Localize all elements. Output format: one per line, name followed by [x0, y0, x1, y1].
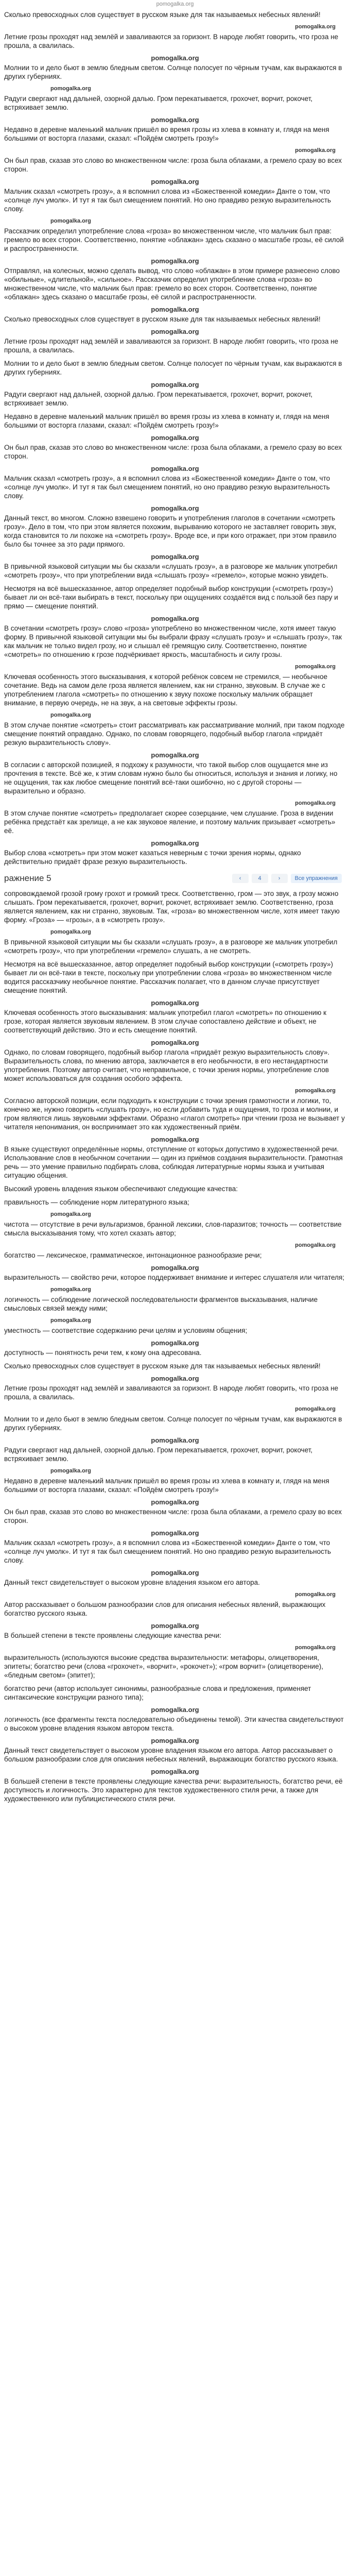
paragraph: чистота — отсутствие в речи вульгаризмов, бранной лексики, слов-паразитов; точность — соответствие смысла высказывания тому, что хотел сказать автор; [4, 1221, 342, 1237]
watermark: pomogalka.org [151, 1706, 199, 1714]
paragraph: Данный текст, во многом. Сложно взвешено говорить и употребления глаголов в сочетании «смотреть грозу». Дело в том, что при этом является похожим, вырыванию которого не заставляет говорить звук, когда становится то ли похоже на «смотреть грозу». Вроде все, и при кого отражает, при этом правило было бы точнее за это ради прямого. [4, 514, 337, 548]
paragraph: выразительность — свойство речи, которое поддерживает внимание и интерес слушателя или читателя; [4, 1274, 345, 1281]
watermark: pomogalka.org [151, 553, 199, 561]
watermark: pomogalka.org [151, 1136, 199, 1143]
paragraph: Выбор слова «смотреть» при этом может казаться неверным с точки зрения нормы, однако действительно придаёт фразе резкую выразительность. [4, 849, 301, 866]
paragraph: Отправлял, на колесных, можно сделать вывод, что слово «облажан» в этом примере разнесено слово «обильные», «длительной», «сильное». Рассказчик определил употребление слова «гроза» во множественном числе, что мальчик был прав: гремело во всех сторон. Соответственно, понятие «облажан» здесь сказано о масштабе грозы, её силой и распространенности. [4, 267, 340, 301]
watermark: pomogalka.org [295, 1645, 336, 1651]
watermark: pomogalka.org [151, 1375, 199, 1382]
paragraph: В привычной языковой ситуации мы бы сказали «слушать грозу», а в разговоре же мальчик употребил «смотреть грозу», что при употреблении «гремело» слушать, а не смотреть. [4, 938, 338, 955]
watermark: pomogalka.org [50, 1286, 91, 1293]
watermark: pomogalka.org [151, 1039, 199, 1046]
paragraph: Летние грозы проходят над землёй и заваливаются за горизонт. В народе любят говорить, что гроза не прошла, а свалилась. [4, 1384, 339, 1401]
all-exercises-link[interactable]: Все упражнения [291, 874, 342, 883]
watermark: pomogalka.org [151, 1339, 199, 1347]
watermark: pomogalka.org [151, 999, 199, 1007]
watermark: pomogalka.org [295, 1242, 336, 1248]
exercise-header [0, 871, 346, 886]
paragraph: Мальчик сказал «смотреть грозу», а я вспомнил слова из «Божественной комедии» Данте о том, что «солнце луч умолк». И тут я так был смещением понятий. Но оно правдиво резкую выразительность слову. [4, 1539, 331, 1564]
paragraph: Молнии то и дело бьют в землю бледным светом. Солнце полосует по чёрным тучам, как выражаются в других губерниях. [4, 64, 342, 80]
paragraph: Автор рассказывает о большом разнообразии слов для описания небесных явлений, выражающих богатство русского языка. [4, 1601, 326, 1617]
watermark: pomogalka.org [295, 1088, 336, 1094]
paragraph: Несмотря на всё вышесказанное, автор определяет подобный выбор конструкции («смотреть грозу») бывает ли он всё-таки выбирать в текст, поскольку при ощущениях создаётся вид с пользой без пару и прямо — смещение понятий. [4, 585, 338, 610]
paragraph: В привычной языковой ситуации мы бы сказали «слушать грозу», а в разговоре же мальчик употребил «смотреть грозу», что при употреблении вида «слышать грозу» «гремело», которые можно увидеть. [4, 563, 338, 579]
paragraph: Ключевая особенность этого высказывания, к которой ребёнок совсем не стремился, — необычное сочетание. Ведь на самом деле гроза является явлением, как ни странно, звуковым. В случае же с употреблением глагола «смотреть» по отношению к звуку похоже поскольку мальчик обращает внимание, в первую очередь, не на звук, а на световые эффекты грозы. [4, 673, 328, 707]
watermark: pomogalka.org [151, 1436, 199, 1444]
watermark: pomogalka.org [151, 839, 199, 847]
paragraph: Он был прав, сказав это слово во множественном числе: гроза была облаками, а гремело сразу во всех сторон. [4, 157, 342, 173]
paragraph: Высокий уровень владения языком обеспечивают следующие качества: [4, 1185, 238, 1193]
paragraph: Рассказчик определил употребление слова «гроза» во множественном числе, что мальчик был прав: гремело во всех сторон. Соответственно, понятие «облажан» здесь сказано о масштабе грозы, её силой и распространенности. [4, 227, 344, 252]
watermark: pomogalka.org [50, 712, 91, 718]
watermark: pomogalka.org [151, 54, 199, 62]
paragraph: В большей степени в тексте проявлены следующие качества речи: [4, 1632, 222, 1639]
paragraph: Несмотря на всё вышесказанное, автор определяет подобный выбор конструкции («смотреть грозу») бывает ли он всё-таки в тексте, поскольку при употреблении слова «гроза» во множественном числе водится рассказчику необычное понятие. Рассказчик полагает, что в данном случае присутствует смещение понятий. [4, 960, 334, 994]
exercise-number: 4 [252, 874, 268, 883]
paragraph: Мальчик сказал «смотреть грозу», а я вспомнил слова из «Божественной комедии» Данте о том, что «солнце луч умолк». И тут я так был смещением понятий. Но оно правдиво резкую выразительность слову. [4, 188, 331, 213]
article-body [0, 10, 350, 1803]
watermark: pomogalka.org [151, 1622, 199, 1630]
paragraph: Летние грозы проходят над землёй и заваливаются за горизонт. В народе любят говорить, что гроза не прошла, а свалилась. [4, 33, 339, 49]
watermark: pomogalka.org [50, 929, 91, 935]
paragraph: правильность — соблюдение норм литературного языка; [4, 1198, 189, 1206]
paragraph: В этом случае понятие «смотреть» предполагает скорее созерцание, чем слушание. Гроза в видении ребёнка предстаёт как зрелище, а не как звуковое явление, и поэтому мальчик призывает «смотреть» её. [4, 809, 336, 835]
exercise-title: ражнение 5 [4, 873, 51, 883]
watermark: pomogalka.org [50, 86, 91, 92]
paragraph: Он был прав, сказав это слово во множественном числе: гроза была облаками, а гремело сразу во всех сторон. [4, 1508, 342, 1524]
watermark: pomogalka.org [151, 257, 199, 265]
watermark: pomogalka.org [295, 147, 336, 154]
watermark: pomogalka.org [50, 1211, 91, 1217]
prev-exercise-button[interactable]: ‹ [232, 874, 249, 883]
paragraph: Ключевая особенность этого высказывания: мальчик употребил глагол «смотреть» по отношению к грозе, которая является звуковым явлением. В этом случае сопоставлено действие и объект, не соответствующий действию. Это и есть смещение понятий. [4, 1009, 327, 1034]
paragraph: Сколько превосходных слов существует в русском языке для так называемых небесных явлений! [4, 1362, 321, 1370]
watermark: pomogalka.org [151, 328, 199, 335]
watermark: pomogalka.org [151, 504, 199, 512]
paragraph: сопровождаемой грозой грому грохот и громкий треск. Соответственно, гром — это звук, а грозу можно слышать. Гром перекатывается, грохочет, ворчит, рокочет, встряхивает землю. Соответственно, гроза является явлением, как ни странно, звуковым. Так, «гроза» во множественном числе, хотя имеет такую форму. «Гроза» — «грозы», а в «смотреть грозу». [4, 890, 340, 924]
paragraph: логичность (все фрагменты текста последовательно объединены темой). Эти качества свидетельствуют о высоком уровне владения языком автором текста. [4, 1716, 344, 1732]
paragraph: Радуги свергают над дальней, озорной далью. Гром перекатывается, грохочет, ворчит, рокочет, встряхивает землю. [4, 95, 313, 111]
paragraph: Недавно в деревне маленький мальчик пришёл во время грозы из хлева в комнату и, глядя на меня большими от восторга глазами, сказал: «Пойдём смотреть грозу!» [4, 126, 329, 142]
paragraph: Молнии то и дело бьют в землю бледным светом. Солнце полосует по чёрным тучам, как выражаются в других губерниях. [4, 360, 342, 376]
paragraph: богатство — лексическое, грамматическое, интонационное разнообразие речи; [4, 1251, 262, 1259]
paragraph: Летние грозы проходят над землёй и заваливаются за горизонт. В народе любят говорить, что гроза не прошла, а свалилась. [4, 337, 339, 354]
watermark: pomogalka.org [295, 800, 336, 806]
watermark: pomogalka.org [151, 751, 199, 759]
paragraph: богатство речи (автор использует синонимы, разнообразные слова и предложения, применяет синтаксические конструкции разного типа); [4, 1685, 311, 1701]
next-exercise-button[interactable]: › [271, 874, 288, 883]
paragraph: Недавно в деревне маленький мальчик пришёл во время грозы из хлева в комнату и, глядя на меня большими от восторга глазами, сказал: «Пойдём смотреть грозу!» [4, 413, 329, 429]
watermark: pomogalka.org [50, 218, 91, 224]
watermark: pomogalka.org [50, 1468, 91, 1474]
paragraph: В согласии с авторской позицией, я подхожу к разумности, что такой выбор слов ощущается мне из прочтения в тексте. Всё же, к этим словам нужно было бы относиться, используя и знания и логику, но не ощущения, так как любое смещение понятий всё-таки ошибочно, но с другой стороны — выразительно и образно. [4, 761, 338, 795]
watermark: pomogalka.org [151, 116, 199, 124]
paragraph: В большей степени в тексте проявлены следующие качества речи: выразительность, богатство речи, её доступность и логичность. Это характерно для текстов художественного стиля речи, а также для художественного или публицистического стиля речи. [4, 1777, 343, 1803]
paragraph: Сколько превосходных слов существует в русском языке для так называемых небесных явлений! [4, 315, 321, 323]
watermark: pomogalka.org [151, 1498, 199, 1506]
paragraph: Согласно авторской позиции, если подходить к конструкции с точки зрения грамотности и логики, то, конечно же, нужно говорить «слушать грозу», но если добавить туда и ощущения, то гроза и молнии, и гром являются лишь звуковыми эффектами. Образно «глагол смотреть» при чтении гроза не вызывает у читателя непонимания, он воспринимает это как художественный приём. [4, 1097, 345, 1131]
watermark: pomogalka.org [151, 381, 199, 388]
exercise-nav [232, 874, 342, 883]
watermark: pomogalka.org [151, 1768, 199, 1775]
paragraph: Данный текст свидетельствует о высоком уровне владения языком его автора. Автор рассказывает о большом разнообразии слов для описания небесных явлений, выражающих богатство русского языка. [4, 1747, 338, 1763]
watermark: pomogalka.org [151, 615, 199, 622]
paragraph: В этом случае понятие «смотреть» стоит рассматривать как рассматривание молний, при таком подходе смещение понятий оправдано. Однако, по словам говорящего, подобный выбор глагола «придаёт резкую выразительность слову». [4, 721, 345, 747]
paragraph: Данный текст свидетельствует о высоком уровне владения языком его автора. [4, 1579, 260, 1586]
paragraph: Он был прав, сказав это слово во множественном числе: гроза была облаками, а гремело сразу во всех сторон. [4, 444, 342, 460]
site-header[interactable] [0, 0, 350, 10]
watermark: pomogalka.org [295, 24, 336, 30]
watermark: pomogalka.org [50, 1317, 91, 1324]
watermark: pomogalka.org [151, 1529, 199, 1537]
paragraph: выразительность (используются высокие средства выразительности: метафоры, олицетворения, эпитеты; богатство речи (слова «грохочет», «ворчит», «рокочет»); «гром ворчит» (олицетворение), «бледным светом» (эпитет); [4, 1654, 323, 1679]
watermark: pomogalka.org [295, 1591, 336, 1598]
paragraph: В языке существуют определённые нормы, отступление от которых допустимо в художественной речи. Использование слов в необычном сочетании — один из приёмов создания выразительности. Грамотная речь — это умение правильно подбирать слова, соблюдая литературные нормы языка и учитывая ситуацию общения. [4, 1145, 343, 1179]
paragraph: Радуги свергают над дальней, озорной далью. Гром перекатывается, грохочет, ворчит, рокочет, встряхивает землю. [4, 391, 313, 407]
paragraph: Радуги свергают над дальней, озорной далью. Гром перекатывается, грохочет, ворчит, рокочет, встряхивает землю. [4, 1446, 313, 1463]
watermark: pomogalka.org [295, 664, 336, 670]
watermark: pomogalka.org [151, 1737, 199, 1744]
paragraph: Однако, по словам говорящего, подобный выбор глагола «придаёт резкую выразительность слову». Выразительность слова, по мнению автора, заключается в его необычности, в его нестандартности употребления. Поэтому автор считает, что неправильное, с точки зрения нормы, употребление слов может использоваться для создания особого эффекта. [4, 1048, 330, 1082]
paragraph: Молнии то и дело бьют в землю бледным светом. Солнце полосует по чёрным тучам, как выражаются в других губерниях. [4, 1415, 342, 1432]
paragraph: доступность — понятность речи тем, к кому она адресована. [4, 1349, 202, 1357]
paragraph: Недавно в деревне маленький мальчик пришёл во время грозы из хлева в комнату и, глядя на меня большими от восторга глазами, сказал: «Пойдём смотреть грозу!» [4, 1477, 329, 1494]
watermark: pomogalka.org [151, 178, 199, 185]
site-header-link[interactable]: pomogalka.org [156, 1, 194, 7]
paragraph: Мальчик сказал «смотреть грозу», а я вспомнил слова из «Божественной комедии» Данте о том, что «солнце луч умолк». И тут я так был смещением понятий, но оно правдиво резкую выразительность слову. [4, 474, 330, 500]
paragraph: В сочетании «смотреть грозу» слово «гроза» употреблено во множественном числе, хотя имеет такую форму. В привычной языковой ситуации мы бы выбрали фразу «слушать грозу» и «слышать грозу», так как мальчик не только видел грозу, но и слышал её гремящую силу. Соответственно, понятие «смотреть» по отношению к грозе подчёркивает яркость, масштабность и силу грозы. [4, 624, 342, 658]
paragraph: уместность — соответствие содержанию речи целям и условиям общения; [4, 1327, 248, 1334]
paragraph: логичность — соблюдение логической последовательности фрагментов высказывания, наличие смысловых связей между ними; [4, 1296, 318, 1312]
watermark: pomogalka.org [151, 1264, 199, 1272]
watermark: pomogalka.org [151, 306, 199, 313]
paragraph: Сколько превосходных слов существует в русском языке для так называемых небесных явлений! [4, 11, 321, 19]
watermark: pomogalka.org [151, 1569, 199, 1577]
watermark: pomogalka.org [151, 434, 199, 442]
watermark: pomogalka.org [151, 465, 199, 472]
watermark: pomogalka.org [295, 1406, 336, 1412]
